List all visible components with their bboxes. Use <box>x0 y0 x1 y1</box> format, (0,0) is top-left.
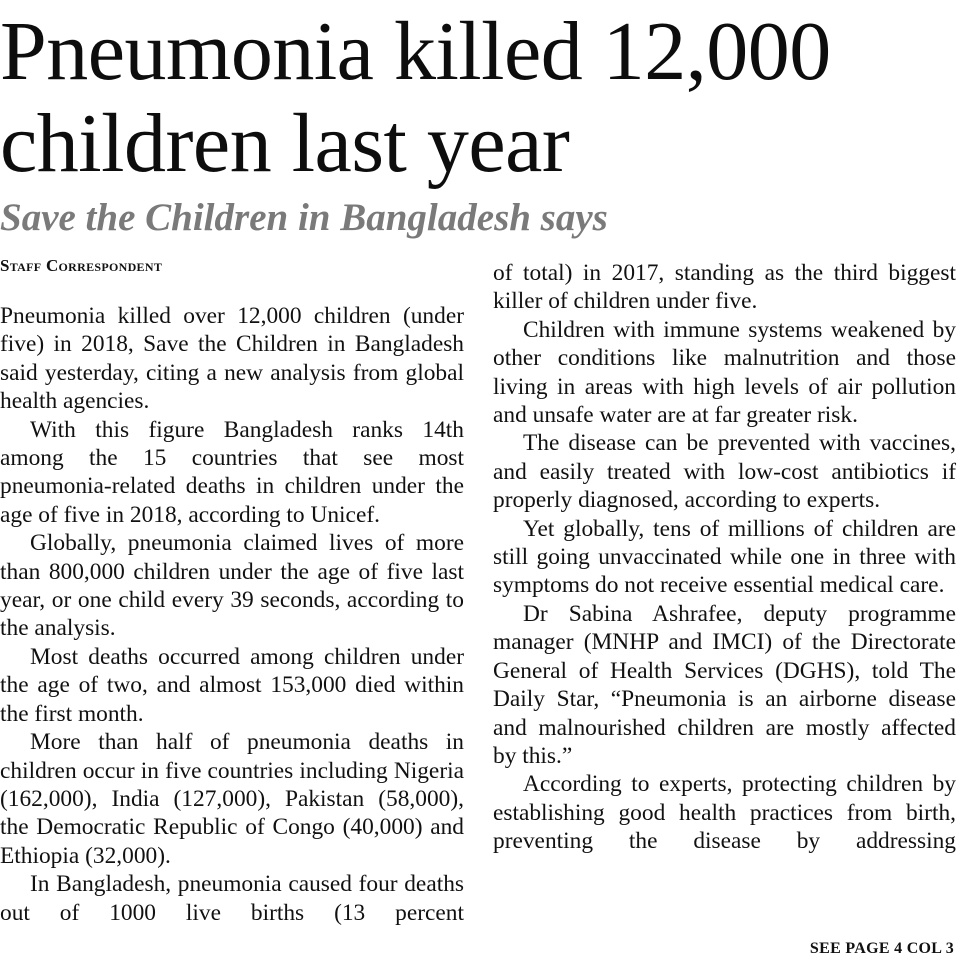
paragraph: With this figure Bangladesh ranks 14th among the 15 countries that see most pneumonia-related deaths in children under the age of five in 2018, according to Unicef. <box>0 416 464 528</box>
article-column-left <box>0 302 464 927</box>
paragraph: Most deaths occurred among children under the age of two, and almost 153,000 died within the first month. <box>0 643 464 727</box>
paragraph: Dr Sabina Ashrafee, deputy programme manager (MNHP and IMCI) of the Directorate General of Health Services (DGHS), told The Daily Star, “Pneumonia is an airborne disease and malnourished children are mostly affected by this.” <box>493 600 956 769</box>
paragraph: Yet globally, tens of millions of children are still going unvaccinated while one in three with symptoms do not receive essential medical care. <box>493 515 956 599</box>
paragraph: In Bangladesh, pneumonia caused four deaths out of 1000 live births (13 percent <box>0 871 464 926</box>
paragraph: The disease can be prevented with vaccines, and easily treated with low-cost antibiotics if properly diagnosed, according to experts. <box>493 430 956 514</box>
paragraph: According to experts, protecting children by establishing good health practices from birth, preventing the disease by addressing <box>493 771 956 855</box>
paragraph: Globally, pneumonia claimed lives of more than 800,000 children under the age of five last year, or one child every 39 seconds, according to the analysis. <box>0 530 464 642</box>
article-column-right <box>493 259 956 856</box>
paragraph: Children with immune systems weakened by other conditions like malnutrition and those living in areas with high levels of air pollution and unsafe water are at far greater risk. <box>493 316 956 429</box>
subheadline: Save the Children in Bangladesh says <box>0 196 608 239</box>
paragraph: Pneumonia killed over 12,000 children (under five) in 2018, Save the Children in Bangladesh said yesterday, citing a new analysis from global health agencies. <box>0 303 464 415</box>
paragraph: More than half of pneumonia deaths in children occur in five countries including Nigeria (162,000), India (127,000), Pakistan (58,000), the Democratic Republic of Congo (40,000) and Ethiopia (32,000). <box>0 729 464 869</box>
headline: Pneumonia killed 12,000 children last year <box>0 5 831 190</box>
byline: Staff Correspondent <box>0 256 163 275</box>
paragraph: of total) in 2017, standing as the third biggest killer of children under five. <box>493 260 956 315</box>
continued-on-page-link[interactable]: SEE PAGE 4 COL 3 <box>809 940 954 957</box>
